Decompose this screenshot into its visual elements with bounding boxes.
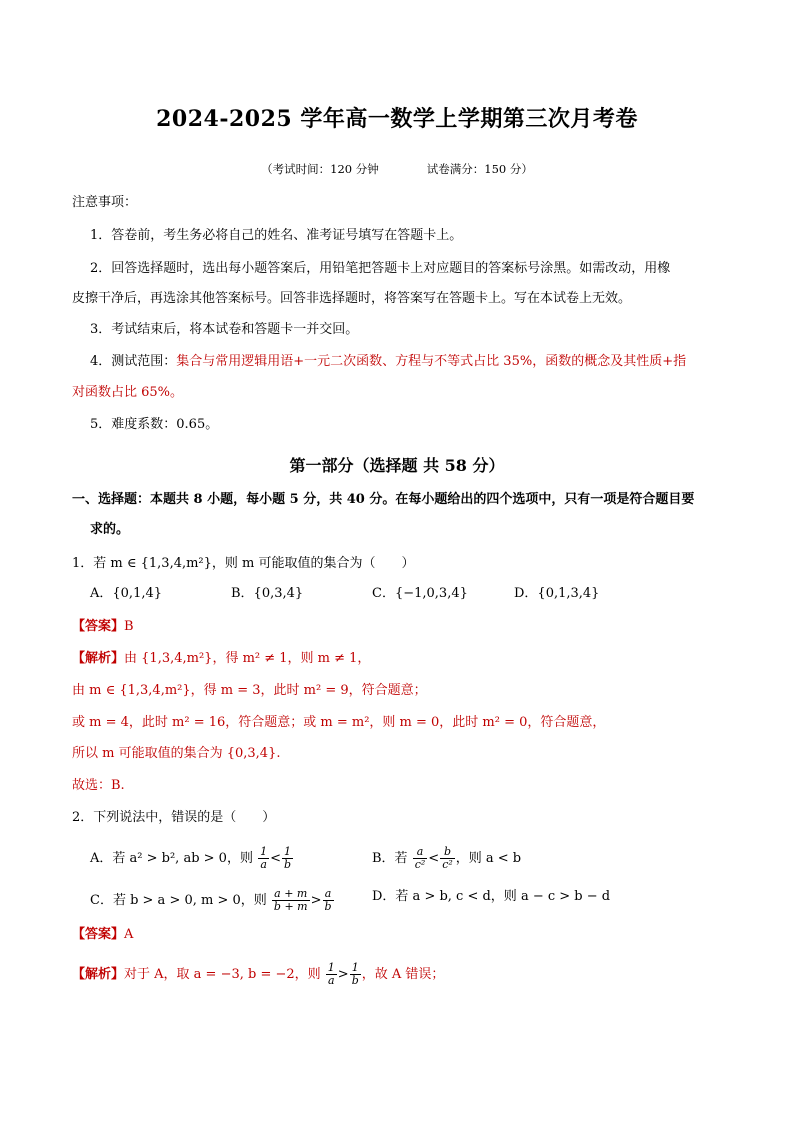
section-title: 第一部分（选择题 共 58 分） [289, 456, 505, 475]
fraction: $\frac{b}{\text{c²}}$ [442, 845, 453, 871]
exam-score: 试卷满分：150 分） [426, 162, 533, 176]
answer-tag: 【答案】 [72, 619, 125, 634]
q1-stem: 1．若 m ∈ {1,3,4,m²}，则 m 可能取值的集合为（ ） [72, 556, 415, 571]
fraction: $\frac{a}{b}$ [324, 887, 332, 913]
page-title: 2024-2025 学年高一数学上学期第三次月考卷 [156, 106, 638, 132]
answer-value: A [124, 927, 134, 942]
answer-tag: 【答案】 [72, 927, 125, 942]
fraction: $\frac{1}{a}$ [260, 845, 268, 871]
q2-option-a: A．若 a² > b², ab > 0，则 $\frac{1}{a}$ < $\frac{1}{b}$ [90, 845, 292, 871]
q1-analysis-3: 或 m = 4，此时 m² = 16，符合题意；或 m = m²，则 m = 0，此时 m² = 0，符合题意， [72, 715, 606, 730]
fraction: $\frac{1}{b}$ [351, 961, 359, 987]
section-instr-b: 求的。 [90, 522, 130, 537]
note-3: 3．考试结束后，将本试卷和答题卡一并交回。 [90, 322, 359, 337]
note-2b: 皮擦干净后，再选涂其他答案标号。回答非选择题时，将答案写在答题卡上。写在本试卷上无效。 [72, 291, 632, 306]
exam-meta [0, 161, 794, 177]
note-4a [90, 353, 686, 371]
q1-analysis-2: 由 m ∈ {1,3,4,m²}，得 m = 3，此时 m² = 9，符合题意； [72, 683, 427, 698]
q1-option-d: D．{0,1,3,4} [514, 586, 600, 601]
q1-answer [72, 618, 134, 636]
fraction: $\frac{1}{b}$ [284, 845, 292, 871]
fraction: $\frac{a}{\text{c²}}$ [414, 845, 426, 871]
note-4-prefix: 4．测试范围： [90, 354, 177, 369]
q1-analysis-4: 所以 m 可能取值的集合为 {0,3,4}. [72, 746, 281, 761]
q2-stem: 2．下列说法中，错误的是（ ） [72, 810, 276, 825]
q2-answer [72, 926, 133, 944]
q2-option-d: D．若 a > b, c < d，则 a − c > b − d [372, 889, 611, 904]
q1-option-a: A．{0,1,4} [90, 586, 163, 601]
fraction: $\frac{a + m}{b + m}$ [273, 887, 308, 913]
note-2a: 2．回答选择题时，选出每小题答案后，用铅笔把答题卡上对应题目的答案标号涂黑。如需改动，用橡 [90, 261, 671, 276]
note-5: 5．难度系数：0.65。 [90, 417, 219, 432]
q2-analysis-1: 【解析】对于 A，取 a = −3, b = −2，则 $\frac{1}{a}$ > $\frac{1}{b}$ ，故 A 错误； [72, 961, 445, 987]
q1-option-c: C．{−1,0,3,4} [372, 586, 468, 601]
analysis-tag: 【解析】 [72, 651, 125, 666]
fraction: $\frac{1}{a}$ [327, 961, 335, 987]
exam-time: （考试时间：120 分钟 [261, 162, 379, 176]
answer-value: B [124, 619, 134, 634]
q2-option-c: C．若 b > a > 0, m > 0，则 $\frac{a + m}{b + m}$ > $\frac{a}{b}$ [90, 887, 332, 913]
q1-option-b: B．{0,3,4} [231, 586, 304, 601]
note-4-scope: 集合与常用逻辑用语+一元二次函数、方程与不等式占比 35%，函数的概念及其性质+指 [176, 354, 687, 369]
note-1: 1．答卷前，考生务必将自己的姓名、准考证号填写在答题卡上。 [90, 228, 463, 243]
q1-analysis-1 [72, 650, 370, 668]
section-instr-a: 一、选择题：本题共 8 小题，每小题 5 分，共 40 分。在每小题给出的四个选项中，只有一项是符合题目要 [72, 492, 695, 507]
q2-option-b: B．若 $\frac{a}{\text{c²}}$ < $\frac{b}{\text{c²}}$ ，则 a < b [372, 845, 522, 871]
analysis-text: 由 {1,3,4,m²}，得 m² ≠ 1，则 m ≠ 1， [124, 651, 371, 666]
analysis-tag: 【解析】 [72, 967, 125, 982]
notes-heading: 注意事项： [72, 195, 138, 210]
note-4b: 对函数占比 65%。 [72, 385, 184, 400]
q1-analysis-5: 故选：B. [72, 778, 125, 793]
